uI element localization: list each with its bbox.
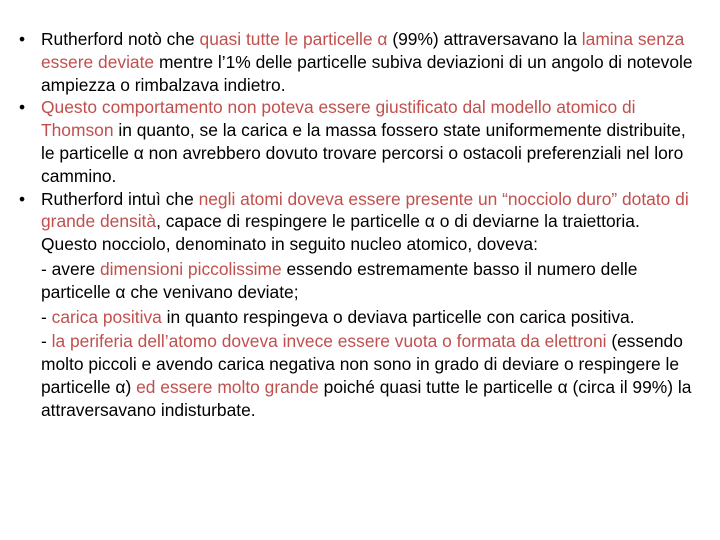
bullet-item-observation [19, 28, 698, 96]
highlighted-text: Questo comportamento non poteva essere giustificato dal modello atomico di Thomson [41, 97, 636, 141]
highlighted-text: negli atomi doveva essere presente un “nocciolo duro” dotato di grande densità [41, 188, 689, 232]
highlighted-text: quasi tutte le particelle α [199, 29, 388, 49]
sub-item-size: - avere dimensioni piccolissime essendo estremamente basso il numero delle particelle α che venivano deviate; [41, 258, 638, 302]
bullet-marker: • [19, 29, 26, 49]
highlighted-text: dimensioni piccolissime [99, 258, 282, 279]
bullet-text: Rutherford notò che quasi tutte le particelle α (99%) attraversavano la lamina senza essere deviate mentre l’1% delle particelle subiva deviazioni di un angolo di notevole ampiezza o rimbalzava indietro. [41, 29, 693, 95]
bullet-marker: • [19, 188, 26, 209]
highlighted-text: lamina senza essere deviate [41, 29, 685, 72]
sub-item-charge: - carica positiva in quanto respingeva o deviava particelle con carica positiva. [41, 306, 635, 327]
highlighted-text: la periferia dell’atomo doveva invece essere vuota o formata da elettroni [51, 331, 607, 352]
bullet-item-nucleus [19, 188, 698, 422]
bullet-marker: • [19, 97, 26, 118]
bullet-text: Questo comportamento non poteva essere giustificato dal modello atomico di Thomson in quanto, se la carica e la massa fossero state uniformemente distribuite, le particelle α non avrebbero dovuto trovare percorsi o ostacoli preferenziali nel loro cammino. [41, 97, 686, 186]
bullet-item-thomson [19, 96, 698, 187]
sub-item-periphery: - la periferia dell’atomo doveva invece essere vuota o formata da elettroni (essendo molto piccoli e avendo carica negativa non sono in grado di deviare o respingere le particelle α) ed essere molto grande poiché quasi tutte le particelle α (circa il 99%) la attraversavano indisturbate. [41, 331, 692, 420]
highlighted-text: ed essere molto grande [136, 376, 319, 397]
highlighted-text: carica positiva [51, 306, 162, 327]
bullet-text: Rutherford intuì che negli atomi doveva essere presente un “nocciolo duro” dotato di grande densità, capace di respingere le particelle α o di deviarne la traiettoria. Questo nocciolo, denominato in seguito nucleo atomico, doveva: [41, 188, 689, 255]
